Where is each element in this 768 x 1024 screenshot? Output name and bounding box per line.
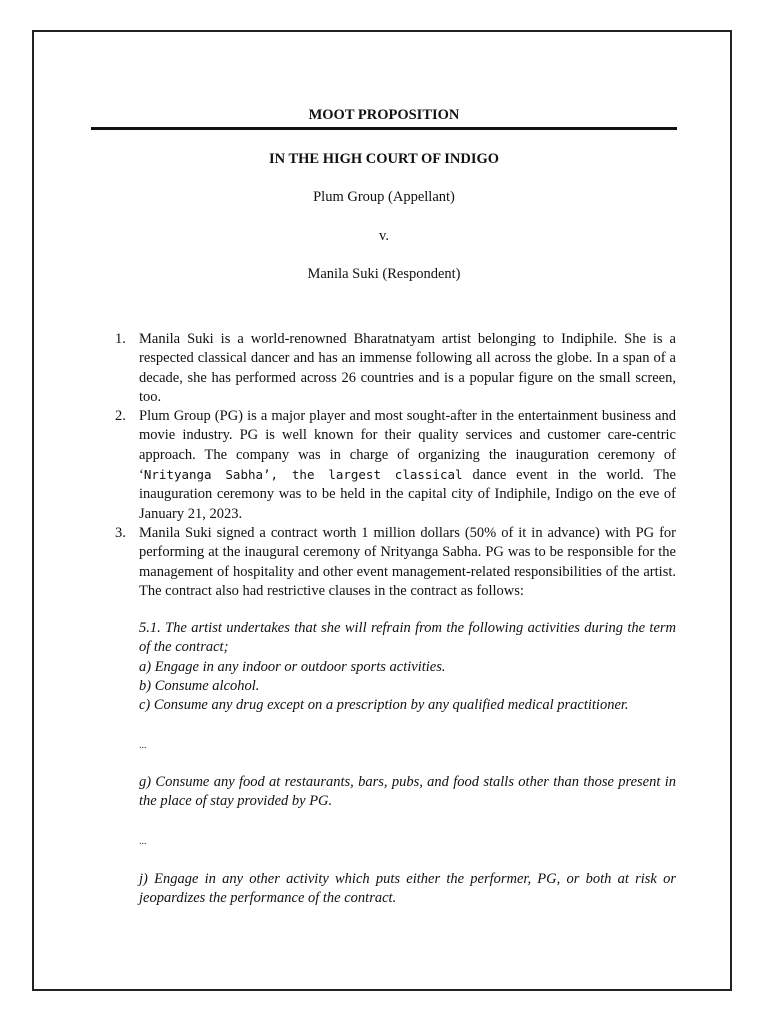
clause-j: j) Engage in any other activity which puts either the performer, PG, or both at risk or jeopardizes the performance of the contract. <box>139 871 676 907</box>
fact-text: Manila Suki is a world-renowned Bharatnatyam artist belonging to Indiphile. She is a respected classical dancer and has an immense following all across the globe. In a span of a decade, she has performed across 26 countries and is a popular figure on the small screen, too. <box>139 331 676 405</box>
appellant-name: Plum Group (Appellant) <box>313 189 455 205</box>
omission-ellipsis: ... <box>139 836 147 847</box>
fact-text-part-3: dance event in the world. The inauguration ceremony was to be held in the capital city of Indiphile, Indigo on the eve of January 21, 2023. <box>139 467 676 522</box>
facts-list <box>115 330 676 601</box>
respondent-name: Manila Suki (Respondent) <box>307 266 461 282</box>
fact-text-part-1: Plum Group (PG) is a major player and most sought-after in the entertainment business and movie industry. PG is well known for their quality services and customer care-centric approach. The company was in charge of organizing the inauguration ceremony of ‘ <box>139 408 676 484</box>
clause-a: a) Engage in any indoor or outdoor sports activities. <box>139 658 446 675</box>
fact-number: 2. <box>115 408 126 425</box>
fact-number: 1. <box>115 331 126 347</box>
document-title: MOOT PROPOSITION <box>308 107 460 123</box>
title-underline <box>91 127 677 130</box>
clause-list-top <box>139 619 676 715</box>
fact-text: Manila Suki signed a contract worth 1 million dollars (50% of it in advance) with PG for performing at the inaugural ceremony of Nrityanga Sabha. PG was to be responsible for the management of hospitality and other event management-related responsibilities of the artist. The contract also had restrictive clauses in the contract as follows: <box>139 524 676 599</box>
court-name: IN THE HIGH COURT OF INDIGO <box>268 151 500 167</box>
fact-item-3 <box>115 524 676 601</box>
clause-c: c) Consume any drug except on a prescription by any qualified medical practitioner. <box>139 697 629 714</box>
omission-ellipsis: ... <box>139 740 147 751</box>
fact-number: 3. <box>115 524 126 541</box>
fact-text-part-2: Nrityanga Sabha’, the largest classical <box>143 467 463 483</box>
fact-item-2 <box>115 407 676 524</box>
clause-5-1-intro: 5.1. The artist undertakes that she will refrain from the following activities during the term of the contract; <box>139 620 676 656</box>
clause-g: g) Consume any food at restaurants, bars, pubs, and food stalls other than those present in the place of stay provided by PG. <box>139 774 676 810</box>
fact-item-1 <box>115 330 676 407</box>
clause-b: b) Consume alcohol. <box>139 677 260 694</box>
versus-label: v. <box>379 228 389 244</box>
